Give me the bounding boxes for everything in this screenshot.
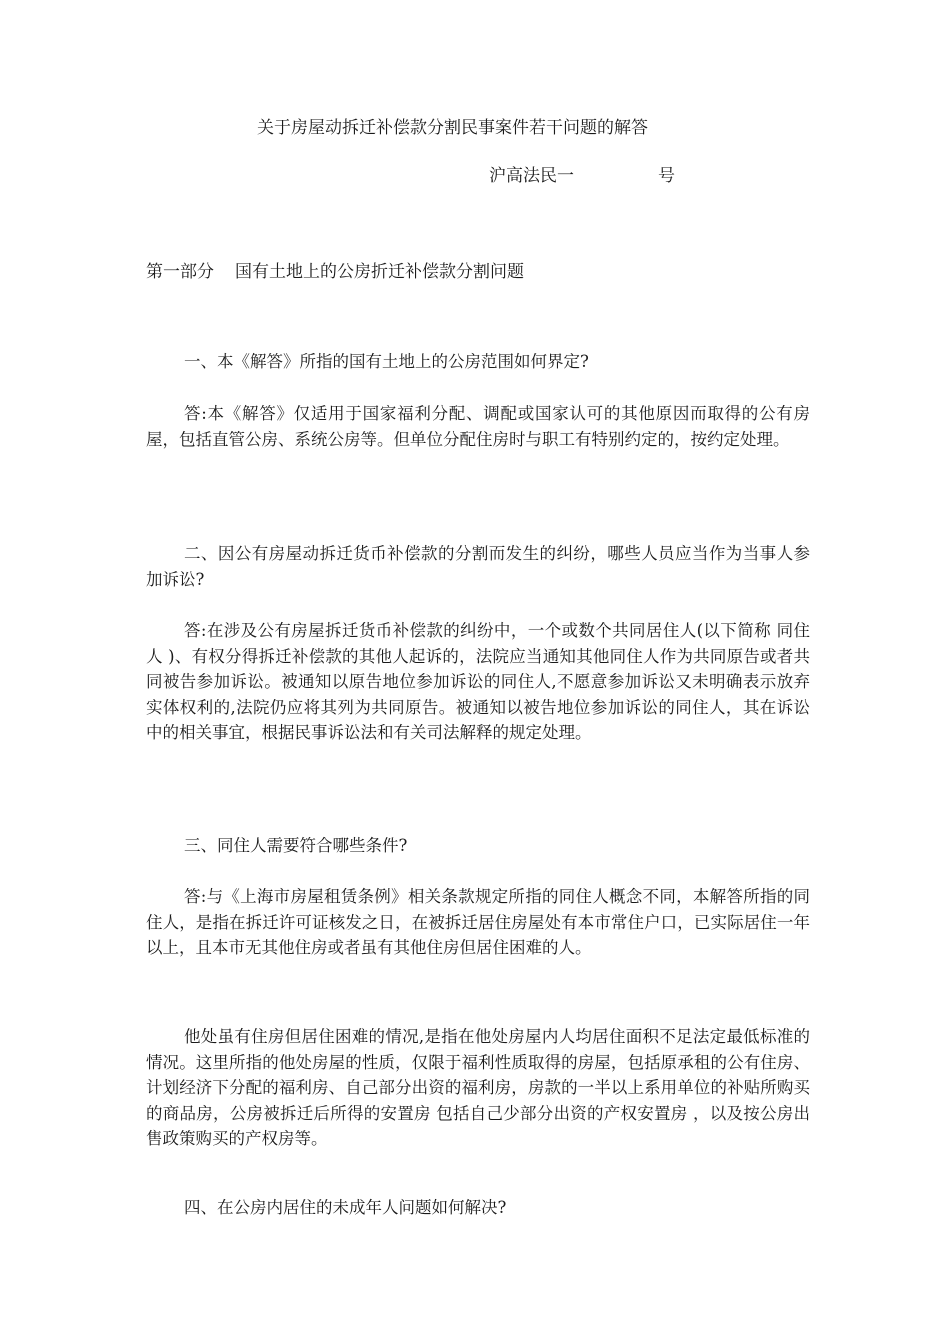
question-1: 一、本《解答》所指的国有土地上的公房范围如何界定? xyxy=(184,352,589,371)
part-heading xyxy=(146,257,524,282)
document-number xyxy=(489,161,675,186)
answer-1: 答:本《解答》仅适用于国家福利分配、调配或国家认可的其他原因而取得的公有房屋，包括直管公房、系统公房等。但单位分配住房时与职工有特别约定的，按约定处理。 xyxy=(146,404,810,449)
answer-3: 答:与《上海市房屋租赁条例》相关条款规定所指的同住人概念不同，本解答所指的同住人，是指在拆迁许可证核发之日，在被拆迁居住房屋处有本市常住户口，已实际居住一年以上，且本市无其他住房或者虽有其他住房但居住困难的人。 xyxy=(146,887,810,957)
question-2: 二、因公有房屋动拆迁货币补偿款的分割而发生的纠纷，哪些人员应当作为当事人参加诉讼? xyxy=(146,544,810,589)
document-number-prefix: 沪高法民一 xyxy=(489,166,574,186)
question-3: 三、同住人需要符合哪些条件? xyxy=(184,836,408,855)
answer-2: 答:在涉及公有房屋拆迁货币补偿款的纠纷中，一个或数个共同居住人(以下简称 同住人 )、有权分得拆迁补偿款的其他人起诉的，法院应当通知其他同住人作为共同原告或者共同被告参加诉讼。被通知以原告地位参加诉讼的同住人,不愿意参加诉讼又未明确表示放弃实体权利的,法院仍应将其列为共同原告。被通知以被告地位参加诉讼的同住人，其在诉讼中的相关事宜，根据民事诉讼法和有关司法解释的规定处理。 xyxy=(146,621,810,742)
part-label: 第一部分 xyxy=(146,262,214,282)
document-title: 关于房屋动拆迁补偿款分割民事案件若干问题的解答 xyxy=(257,118,648,138)
question-4: 四、在公房内居住的未成年人问题如何解决? xyxy=(184,1198,507,1217)
answer-3-continued: 他处虽有住房但居住困难的情况,是指在他处房屋内人均居住面积不足法定最低标准的情况。这里所指的他处房屋的性质，仅限于福利性质取得的房屋，包括原承租的公有住房、计划经济下分配的福利房、自己部分出资的福利房，房款的一半以上系用单位的补贴所购买的商品房，公房被拆迁后所得的安置房 包括自己少部分出资的产权安置房 ，以及按公房出售政策购买的产权房等。 xyxy=(146,1027,810,1148)
part-title: 国有土地上的公房折迁补偿款分割问题 xyxy=(235,262,524,282)
document-number-suffix: 号 xyxy=(658,166,675,186)
